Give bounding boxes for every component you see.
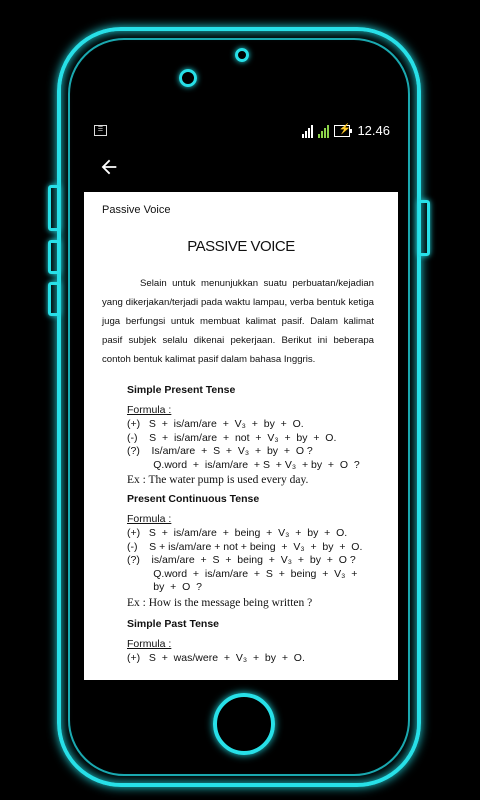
formula-label: Formula : (127, 513, 172, 525)
document-title: PASSIVE VOICE (187, 238, 295, 255)
arrow-left-icon[interactable] (98, 156, 120, 178)
front-camera (179, 69, 197, 87)
section-simple-present (127, 384, 377, 488)
intro-paragraph: Selain untuk menunjukkan suatu perbuatan/kejadian yang dikerjakan/terjadi pada waktu lampau, verba bentuk ketiga juga berfungsi untuk membuat kalimat pasif. Dalam kalimat pasif subjek selalu dikenai pekerjaan. Berikut ini beberapa contoh bentuk kalimat pasif dalam bahasa Inggris. (102, 278, 374, 365)
volume-down-button (48, 282, 60, 316)
status-time: 12.46 (357, 123, 390, 138)
notification-icon: ☰ (94, 125, 107, 136)
signal-icon (302, 124, 313, 138)
formula-line: Q.word + is/am/are + S + V₃ + by + O ? (127, 458, 360, 471)
example-sentence: Ex : How is the message being written ? (127, 596, 313, 609)
signal-2-icon (318, 124, 329, 138)
section-title: Simple Past Tense (127, 618, 220, 630)
formula-label: Formula : (127, 404, 172, 416)
status-bar (84, 120, 398, 144)
section-title: Present Continuous Tense (127, 493, 260, 505)
proximity-sensor (235, 48, 249, 62)
formula-line: (+) S + is/am/are + being + V₃ + by + O. (127, 527, 348, 539)
home-button[interactable] (213, 693, 275, 755)
section-simple-past (127, 618, 377, 666)
section-title: Simple Present Tense (127, 384, 236, 396)
volume-up-button (48, 240, 60, 274)
formula-label: Formula : (127, 638, 172, 650)
document-header: Passive Voice (102, 204, 171, 216)
formula-line: (-) S + is/am/are + not + V₃ + by + O. (127, 431, 337, 444)
formula-line: by + O ? (127, 581, 202, 594)
power-button (418, 200, 430, 256)
section-present-continuous (127, 493, 377, 611)
app-bar (84, 144, 398, 192)
formula-line: (+) S + is/am/are + V₃ + by + O. (127, 418, 304, 430)
battery-icon: ⚡ (334, 125, 350, 137)
volume-button (48, 185, 60, 231)
formula-line: (-) S + is/am/are + not + being + V₃ + by + O. (127, 540, 363, 553)
formula-line: (?) is/am/are + S + being + V₃ + by + O ? (127, 554, 356, 567)
example-sentence: Ex : The water pump is used every day. (127, 474, 309, 487)
formula-line: Q.word + is/am/are + S + being + V₃ + (127, 567, 358, 580)
formula-line: (?) Is/am/are + S + V₃ + by + O ? (127, 445, 313, 458)
formula-line: (+) S + was/were + V₃ + by + O. (127, 652, 305, 664)
status-icons (302, 123, 390, 138)
document-page[interactable] (84, 192, 398, 680)
